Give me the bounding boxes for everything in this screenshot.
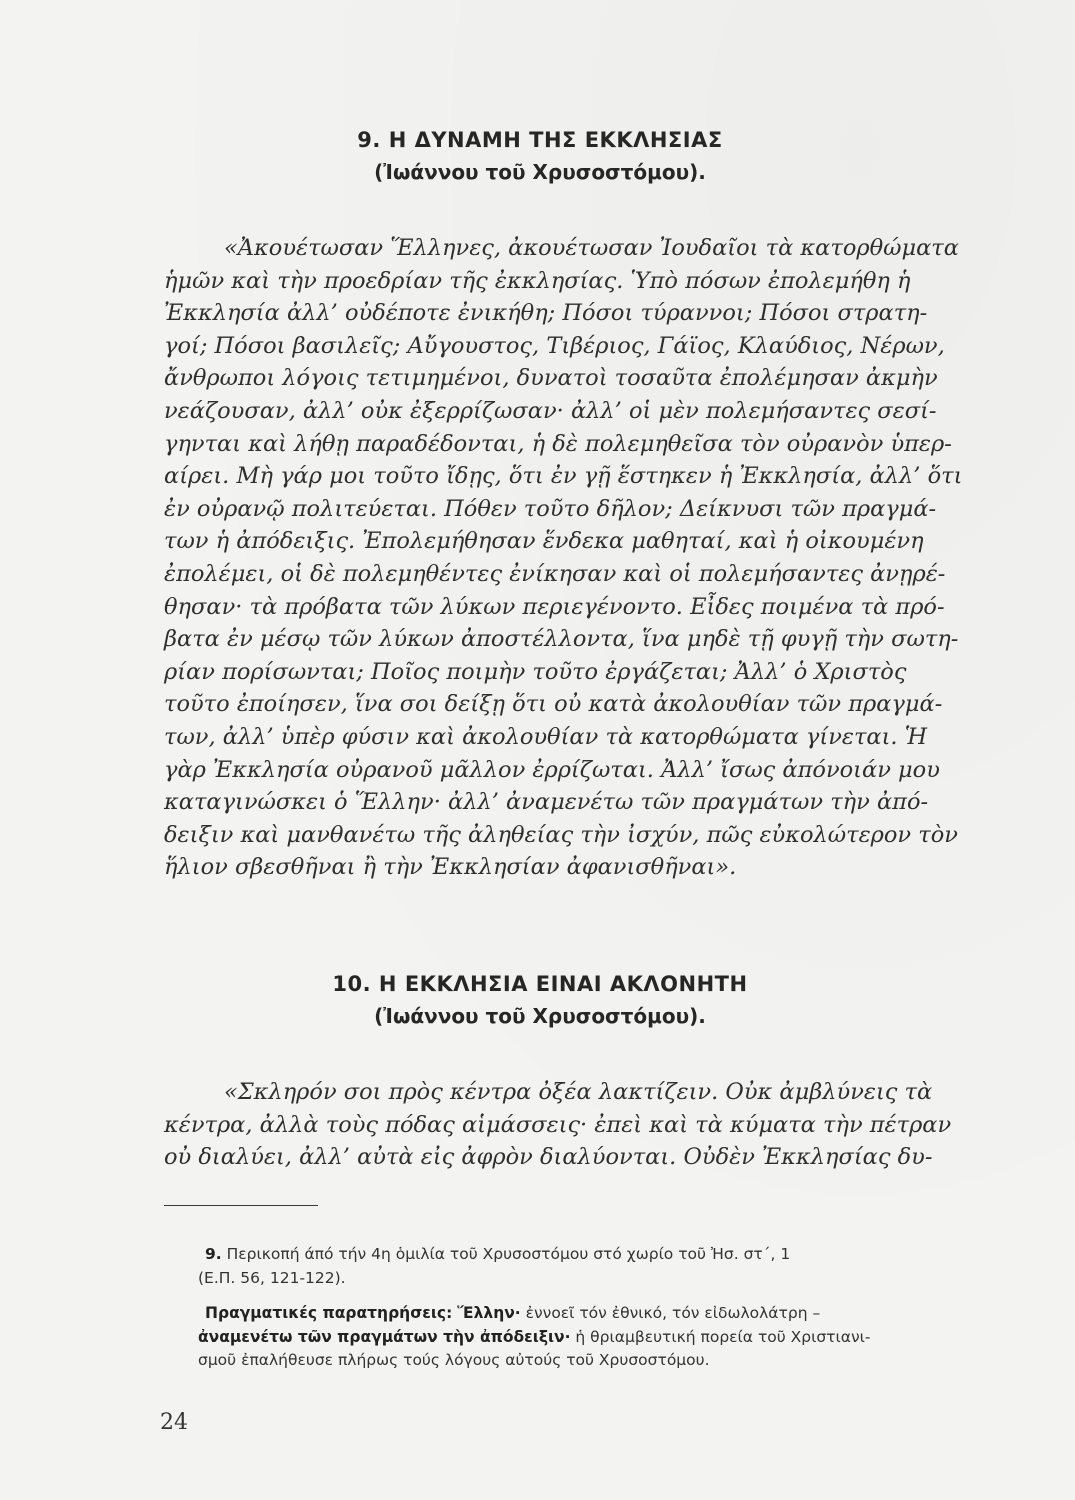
footnote-9-line1 — [205, 1243, 995, 1267]
remarks-line1 — [205, 1302, 995, 1326]
section-10-subtitle: (Ἰωάννου τοῦ Χρυσοστόμου). — [374, 1004, 706, 1028]
remarks-label: Πραγματικές παρατηρήσεις: — [205, 1304, 453, 1322]
section-9-title: 9. Η ΔΥΝΑΜΗ ΤΗΣ ΕΚΚΛΗΣΙΑΣ — [357, 128, 723, 152]
body-line: γηνται καὶ λήθῃ παραδέδονται, ἡ δὲ πολεμηθεῖσα τὸν οὐρανὸν ὑπερ- — [164, 430, 952, 457]
body-line: καταγινώσκει ὁ Ἕλλην· ἀλλ’ ἀναμενέτω τῶν πραγμάτων τὴν ἀπό- — [164, 789, 929, 816]
body-line: ἥλιον σβεσθῆναι ἢ τὴν Ἐκκλησίαν ἀφανισθῆναι». — [164, 854, 737, 881]
body-line: δειξιν καὶ μανθανέτω τῆς ἀληθείας τὴν ἰσχύν, πῶς εὐκολώτερον τὸν — [164, 821, 958, 848]
page-number: 24 — [160, 1410, 188, 1435]
body-line: ρίαν πορίσωνται; Ποῖος ποιμὴν τοῦτο ἐργάζεται; Ἀλλ’ ὁ Χριστὸς — [164, 658, 907, 685]
body-line: γοί; Πόσοι βασιλεῖς; Αὔγουστος, Τιβέριος, Γάϊος, Κλαύδιος, Νέρων, — [164, 332, 945, 359]
remarks-term-1: Ἕλλην· — [457, 1304, 521, 1322]
body-line: νεάζουσαν, ἀλλ’ οὐκ ἐξερρίζωσαν· ἀλλ’ οἱ μὲν πολεμήσαντες σεσί- — [164, 397, 937, 424]
body-line: «Σκληρόν σοι πρὸς κέντρα ὀξέα λακτίζειν. Οὐκ ἀμβλύνεις τὰ — [224, 1079, 933, 1105]
body-line: ἡμῶν καὶ τὴν προεδρίαν τῆς ἐκκλησίας. Ὑπὸ πόσων ἐπολεμήθη ἡ — [164, 267, 911, 294]
footnote-9-line2: (Ε.Π. 56, 121-122). — [198, 1268, 346, 1287]
footnote-9-text: Περικοπή άπό τήν 4η ὁμιλία τοῦ Χρυσοστόμου στό χωρίο τοῦ Ἠσ. στ΄, 1 — [226, 1245, 791, 1263]
footnote-number: 9. — [205, 1245, 222, 1263]
body-line: αίρει. Μὴ γάρ μοι τοῦτο ἴδῃς, ὅτι ἐν γῇ ἕστηκεν ἡ Ἐκκλησία, ἀλλ’ ὅτι — [164, 463, 963, 490]
section-10-body — [164, 1076, 952, 1174]
body-line: ἐν οὐρανῷ πολιτεύεται. Πόθεν τοῦτο δῆλον; Δείκνυσι τῶν πραγμά- — [164, 495, 937, 522]
section-10-heading — [160, 968, 920, 1032]
body-line: ἐπολέμει, οἱ δὲ πολεμηθέντες ἐνίκησαν καὶ οἱ πολεμήσαντες ἀνῃρέ- — [164, 560, 946, 587]
section-9-heading — [160, 124, 920, 188]
remarks-term-2: ἀναμενέτω τῶν πραγμάτων τὴν ἀπόδειξιν· — [198, 1327, 571, 1346]
remarks-term-1-def: ἐννοεῖ τόν ἐθνικό, τόν εἰδωλολάτρη – — [525, 1304, 821, 1322]
footnote-divider — [164, 1205, 318, 1206]
section-10-title: 10. Η ΕΚΚΛΗΣΙΑ ΕΙΝΑΙ ΑΚΛΟΝΗΤΗ — [332, 972, 748, 996]
remarks-block — [198, 1302, 995, 1373]
body-line: οὐ διαλύει, ἀλλ’ αὐτὰ εἰς ἀφρὸν διαλύονται. Οὐδὲν Ἐκκλησίας δυ- — [164, 1144, 933, 1171]
section-9-subtitle: (Ἰωάννου τοῦ Χρυσοστόμου). — [374, 160, 706, 184]
body-line: «Ἀκουέτωσαν Ἕλληνες, ἀκουέτωσαν Ἰουδαῖοι τὰ κατορθώματα — [224, 235, 959, 261]
body-line: κέντρα, ἀλλὰ τοὺς πόδας αἱμάσσεις· ἐπεὶ καὶ τὰ κύματα τὴν πέτραν — [164, 1111, 952, 1138]
body-line: θησαν· τὰ πρόβατα τῶν λύκων περιεγένοντο. Εἶδες ποιμένα τὰ πρό- — [164, 593, 945, 620]
remarks-line3: σμοῦ ἐπαλήθευσε πλήρως τούς λόγους αὐτούς τοῦ Χρυσοστόμου. — [198, 1351, 710, 1369]
remarks-line2 — [198, 1326, 995, 1350]
body-line: Ἐκκλησία ἀλλ’ οὐδέποτε ἐνικήθη; Πόσοι τύραννοι; Πόσοι στρατη- — [164, 300, 928, 327]
footnote-9 — [198, 1243, 995, 1290]
body-line: βατα ἐν μέσῳ τῶν λύκων ἀποστέλλοντα, ἵνα μηδὲ τῇ φυγῇ τὴν σωτη- — [164, 626, 959, 653]
body-line: των ἡ ἀπόδειξις. Ἐπολεμήθησαν ἕνδεκα μαθηταί, καὶ ἡ οἰκουμένη — [164, 528, 924, 555]
body-line: ἄνθρωποι λόγοις τετιμημένοι, δυνατοὶ τοσαῦτα ἐπολέμησαν ἀκμὴν — [164, 365, 938, 392]
section-9-body — [164, 232, 963, 884]
body-line: γὰρ Ἐκκλησία οὐρανοῦ μᾶλλον ἐρρίζωται. Ἀλλ’ ἴσως ἀπόνοιάν μου — [164, 756, 940, 783]
body-line: των, ἀλλ’ ὑπὲρ φύσιν καὶ ἀκολουθίαν τὰ κατορθώματα γίνεται. Ἡ — [164, 723, 928, 750]
remarks-term-2-def: ἡ θριαμβευτική πορεία τοῦ Χριστιανι- — [575, 1327, 871, 1346]
body-line: τοῦτο ἐποίησεν, ἵνα σοι δείξῃ ὅτι οὐ κατὰ ἀκολουθίαν τῶν πραγμά- — [164, 691, 943, 718]
